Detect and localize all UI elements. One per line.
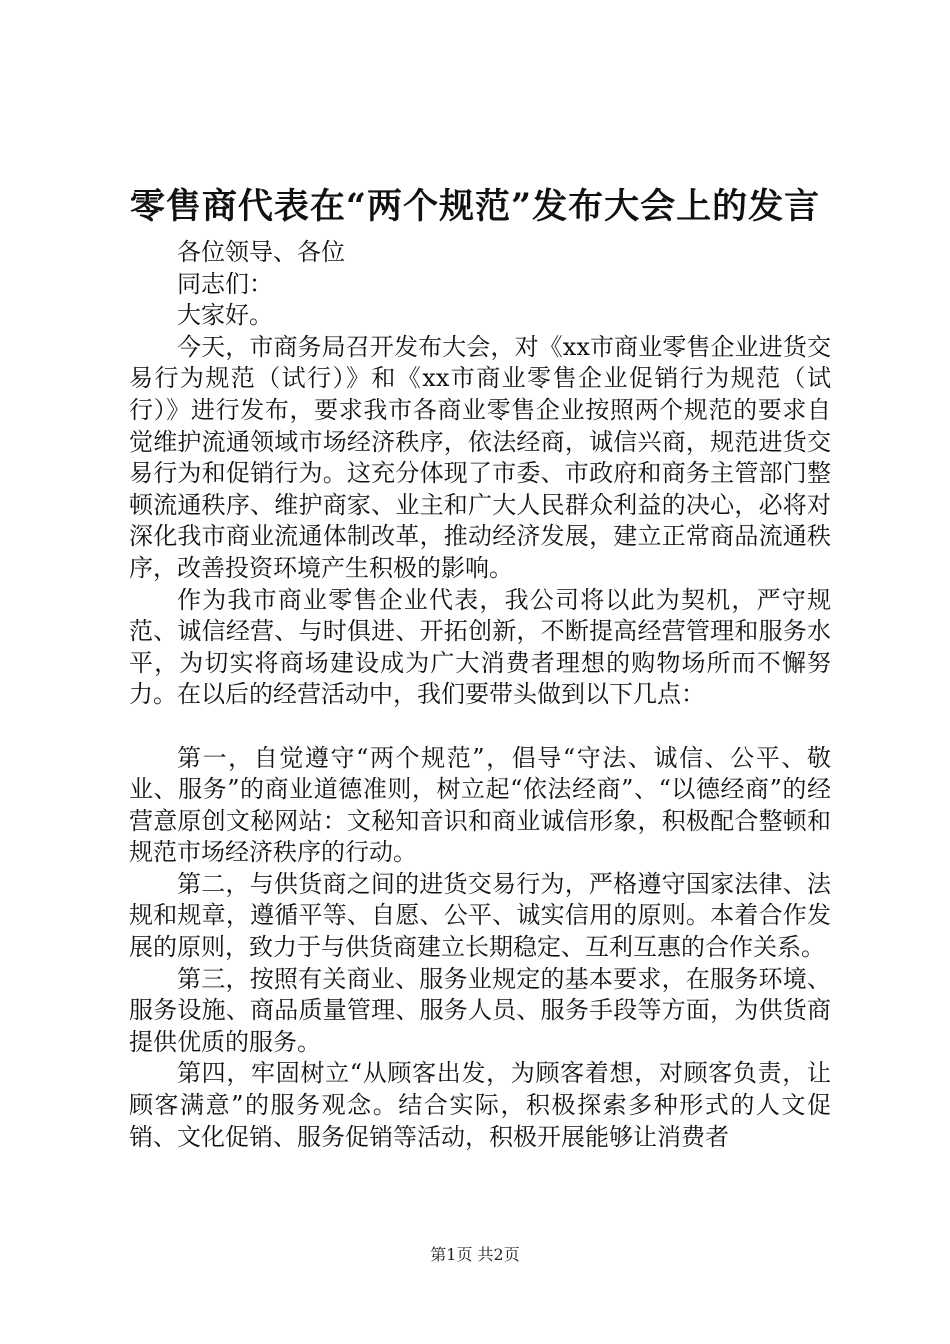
greeting: 大家好。 [177,301,273,330]
paragraph-intro: 今天，市商务局召开发布大会，对《xx市商业零售企业进货交易行为规范（试行）》和《xx市商业零售企业促销行为规范（试行）》进行发布，要求我市各商业零售企业按照两个规范的要求自觉维护流通领域市场经济秩序，依法经商，诚信兴商，规范进货交易行为和促销行为。这充分体现了市委、市政府和商务主管部门整顿流通秩序、维护商家、业主和广大人民群众利益的决心，必将对深化我市商业流通体制改革，推动经济发展，建立正常商品流通秩序，改善投资环境产生积极的影响。 [129,332,831,582]
paragraph-point-1: 第一，自觉遵守“两个规范”，倡导“守法、诚信、公平、敬业、服务”的商业道德准则，树立起“依法经商”、“以德经商”的经营意原创文秘网站：文秘知音识和商业诚信形象，积极配合整顿和规范市场经济秩序的行动。 [129,743,831,867]
paragraph-point-2: 第二，与供货商之间的进货交易行为，严格遵守国家法律、法规和规章，遵循平等、自愿、公平、诚实信用的原则。本着合作发展的原则，致力于与供货商建立长期稳定、互利互惠的合作关系。 [129,869,831,962]
paragraph-point-4: 第四，牢固树立“从顾客出发，为顾客着想，对顾客负责，让顾客满意”的服务观念。结合实际，积极探索多种形式的人文促销、文化促销、服务促销等活动，积极开展能够让消费者 [129,1059,831,1151]
salutation-line-1: 各位领导、各位 [177,238,345,266]
paragraph-point-3: 第三，按照有关商业、服务业规定的基本要求，在服务环境、服务设施、商品质量管理、服务人员、服务手段等方面，为供货商提供优质的服务。 [129,964,831,1056]
paragraph-commitment: 作为我市商业零售企业代表，我公司将以此为契机，严守规范、诚信经营、与时俱进、开拓创新，不断提高经营管理和服务水平，为切实将商场建设成为广大消费者理想的购物场所而不懈努力。在以后的经营活动中，我们要带头做到以下几点： [129,585,831,709]
document-title: 零售商代表在“两个规范”发布大会上的发言 [129,186,821,227]
blank-line [129,711,831,743]
page-number-footer: 第1页 共2页 [430,1245,520,1264]
salutation-line-2: 同志们： [177,269,273,298]
document-body [129,237,831,1153]
